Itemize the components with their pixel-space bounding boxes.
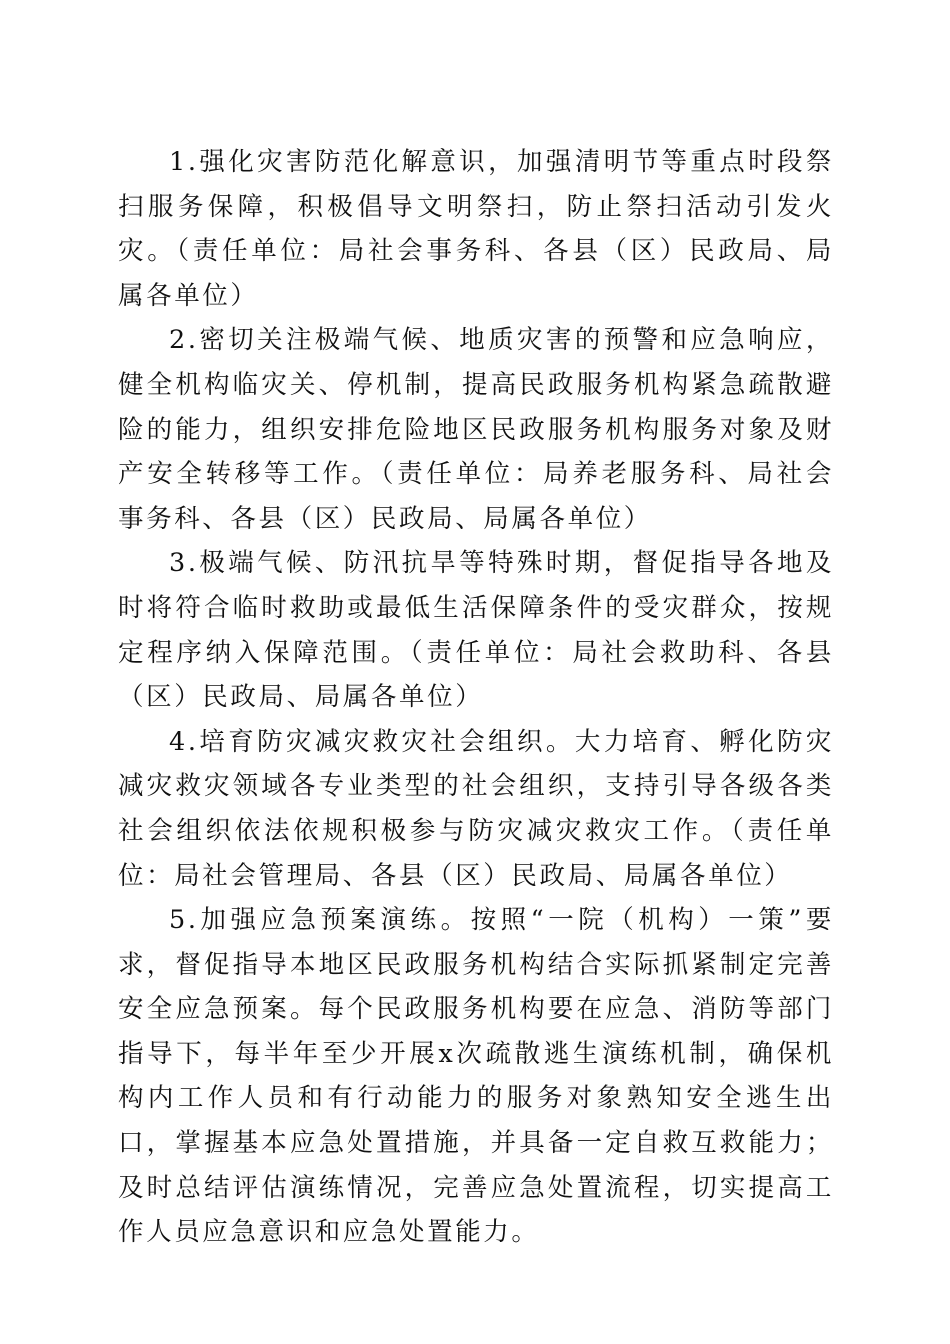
document-body — [118, 140, 834, 1255]
paragraph-1: 1.强化灾害防范化解意识，加强清明节等重点时段祭扫服务保障，积极倡导文明祭扫，防止祭扫活动引发火灾。（责任单位：局社会事务科、各县（区）民政局、局属各单位） — [118, 147, 834, 311]
paragraph-5: 5.加强应急预案演练。按照“一院（机构）一策”要求，督促指导本地区民政服务机构结合实际抓紧制定完善安全应急预案。每个民政服务机构要在应急、消防等部门指导下，每半年至少开展x次疏散逃生演练机制，确保机构内工作人员和有行动能力的服务对象熟知安全逃生出口，掌握基本应急处置措施，并具备一定自救互救能力；及时总结评估演练情况，完善应急处置流程，切实提高工作人员应急意识和应急处置能力。 — [118, 905, 834, 1248]
paragraph-2: 2.密切关注极端气候、地质灾害的预警和应急响应，健全机构临灾关、停机制，提高民政服务机构紧急疏散避险的能力，组织安排危险地区民政服务机构服务对象及财产安全转移等工作。（责任单位：局养老服务科、局社会事务科、各县（区）民政局、局属各单位） — [118, 325, 834, 534]
paragraph-3: 3.极端气候、防汛抗旱等特殊时期，督促指导各地及时将符合临时救助或最低生活保障条件的受灾群众，按规定程序纳入保障范围。（责任单位：局社会救助科、各县（区）民政局、局属各单位） — [118, 548, 834, 713]
paragraph-4: 4.培育防灾减灾救灾社会组织。大力培育、孵化防灾减灾救灾领域各专业类型的社会组织，支持引导各级各类社会组织依法依规积极参与防灾减灾救灾工作。（责任单位：局社会管理局、各县（区）民政局、局属各单位） — [118, 726, 834, 891]
